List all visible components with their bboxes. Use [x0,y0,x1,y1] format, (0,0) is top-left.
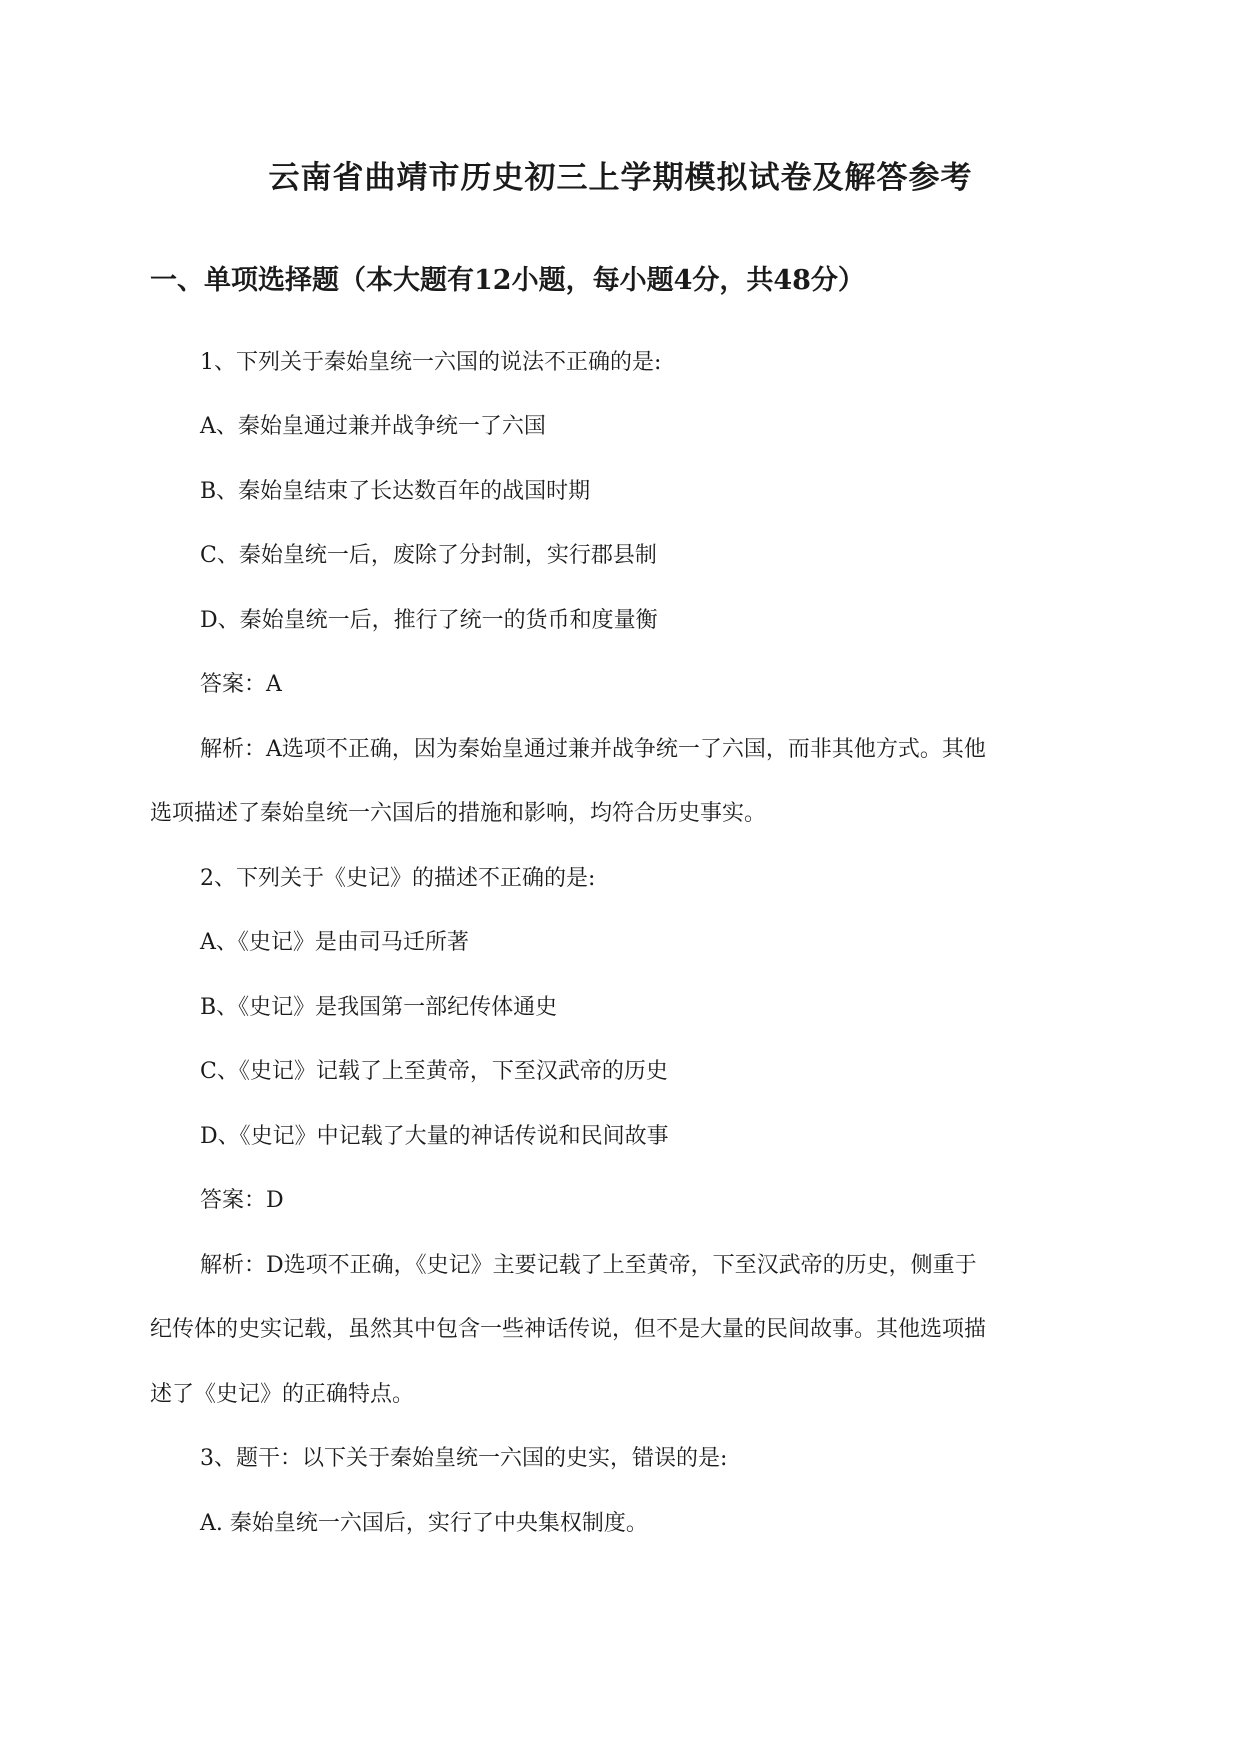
question-1-explanation-line-2: 选项描述了秦始皇统一六国后的措施和影响，均符合历史事实。 [150,801,767,826]
question-2-option-d: D、《史记》中记载了大量的神话传说和民间故事 [200,1124,669,1149]
question-1-option-a: A、秦始皇通过兼并战争统一了六国 [200,414,546,439]
question-2-option-a: A、《史记》是由司马迁所著 [200,930,469,955]
question-3-stem: 3、题干：以下关于秦始皇统一六国的史实，错误的是: [200,1446,728,1471]
question-3-option-a: A. 秦始皇统一六国后，实行了中央集权制度。 [200,1511,648,1536]
page-title: 云南省曲靖市历史初三上学期模拟试卷及解答参考 [268,160,973,196]
question-2-explanation-line-1: 解析：D选项不正确，《史记》主要记载了上至黄帝，下至汉武帝的历史，侧重于 [200,1253,977,1278]
question-1-stem: 1、下列关于秦始皇统一六国的说法不正确的是: [200,350,662,375]
question-1-answer: 答案：A [200,672,282,697]
question-2-stem: 2、下列关于《史记》的描述不正确的是: [200,866,596,891]
question-2-explanation-line-3: 述了《史记》的正确特点。 [150,1382,415,1407]
question-1-option-d: D、秦始皇统一后，推行了统一的货币和度量衡 [200,608,658,633]
section-heading: 一、单项选择题（本大题有12小题，每小题4分，共48分） [150,265,865,296]
question-1-option-c: C、秦始皇统一后，废除了分封制，实行郡县制 [200,543,657,568]
question-2-answer: 答案：D [200,1188,284,1213]
question-1-explanation-line-1: 解析：A选项不正确，因为秦始皇通过兼并战争统一了六国，而非其他方式。其他 [200,737,986,762]
question-2-option-c: C、《史记》记载了上至黄帝，下至汉武帝的历史 [200,1059,668,1084]
question-1-option-b: B、秦始皇结束了长达数百年的战国时期 [200,479,591,504]
question-2-explanation-line-2: 纪传体的史实记载，虽然其中包含一些神话传说，但不是大量的民间故事。其他选项描 [150,1317,987,1342]
question-2-option-b: B、《史记》是我国第一部纪传体通史 [200,995,558,1020]
